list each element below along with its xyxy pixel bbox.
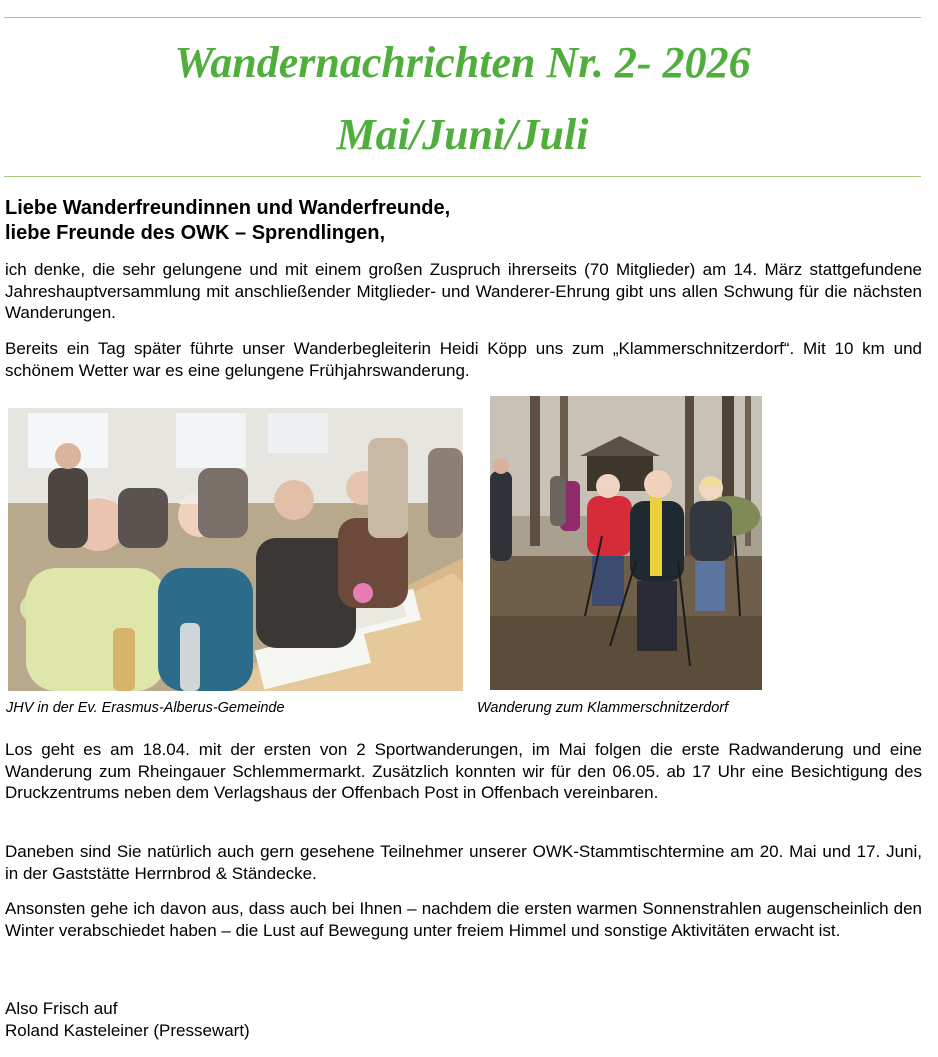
newsletter-period: Mai/Juni/Juli xyxy=(336,110,589,159)
intro-paragraph-2: Bereits ein Tag später führte unser Wanderbegleiterin Heidi Köpp uns zum „Klammerschnitzerdorf“. Mit 10 km und schönem Wetter war es eine gelungene Frühjahrswanderung. xyxy=(5,339,922,380)
greeting-line-1: Liebe Wanderfreundinnen und Wanderfreunde, xyxy=(5,197,451,219)
newsletter-title: Wandernachrichten Nr. 2- 2026 xyxy=(174,38,751,87)
signature xyxy=(5,998,250,1041)
greeting-line-2: liebe Freunde des OWK – Sprendlingen, xyxy=(5,222,386,244)
photo-forest-hike xyxy=(490,396,762,690)
header-divider xyxy=(4,176,921,177)
intro-paragraph-1: ich denke, die sehr gelungene und mit einem großen Zuspruch ihrerseits (70 Mitglieder) am 14. März stattgefundene Jahreshauptversammlung mit anschließender Mitglieder- und Wanderer-Ehrung gibt uns allen Schwung für die nächsten Wanderungen. xyxy=(5,260,922,322)
photo-caption-hike: Wanderung zum Klammerschnitzerdorf xyxy=(477,700,729,716)
top-divider xyxy=(4,17,921,18)
closing-line: Also Frisch auf xyxy=(5,999,118,1018)
greeting xyxy=(5,196,450,246)
body-paragraph-1: Los geht es am 18.04. mit der ersten von 2 Sportwanderungen, im Mai folgen die erste Radwanderung und eine Wanderung zum Rheingauer Schlemmermarkt. Zusätzlich konnten wir für den 06.05. ab 17 Uhr eine Besichtigung des Druckzentrums neben dem Verlagshaus der Offenbach Post in Offenbach vereinbaren. xyxy=(5,740,922,802)
body-paragraph-2: Daneben sind Sie natürlich auch gern gesehene Teilnehmer unserer OWK-Stammtischtermine am 20. Mai und 17. Juni, in der Gaststätte Herrnbrod & Ständecke. xyxy=(5,842,922,883)
photo-caption-meeting: JHV in der Ev. Erasmus-Alberus-Gemeinde xyxy=(6,700,285,716)
photo-meeting-hall xyxy=(8,408,463,691)
author-name: Roland Kasteleiner (Pressewart) xyxy=(5,1020,250,1040)
body-paragraph-3: Ansonsten gehe ich davon aus, dass auch bei Ihnen – nachdem die ersten warmen Sonnenstrahlen augenscheinlich den Winter verabschiedet haben – die Lust auf Bewegung unter freiem Himmel und sonstige Aktivitäten erwacht ist. xyxy=(5,899,922,940)
